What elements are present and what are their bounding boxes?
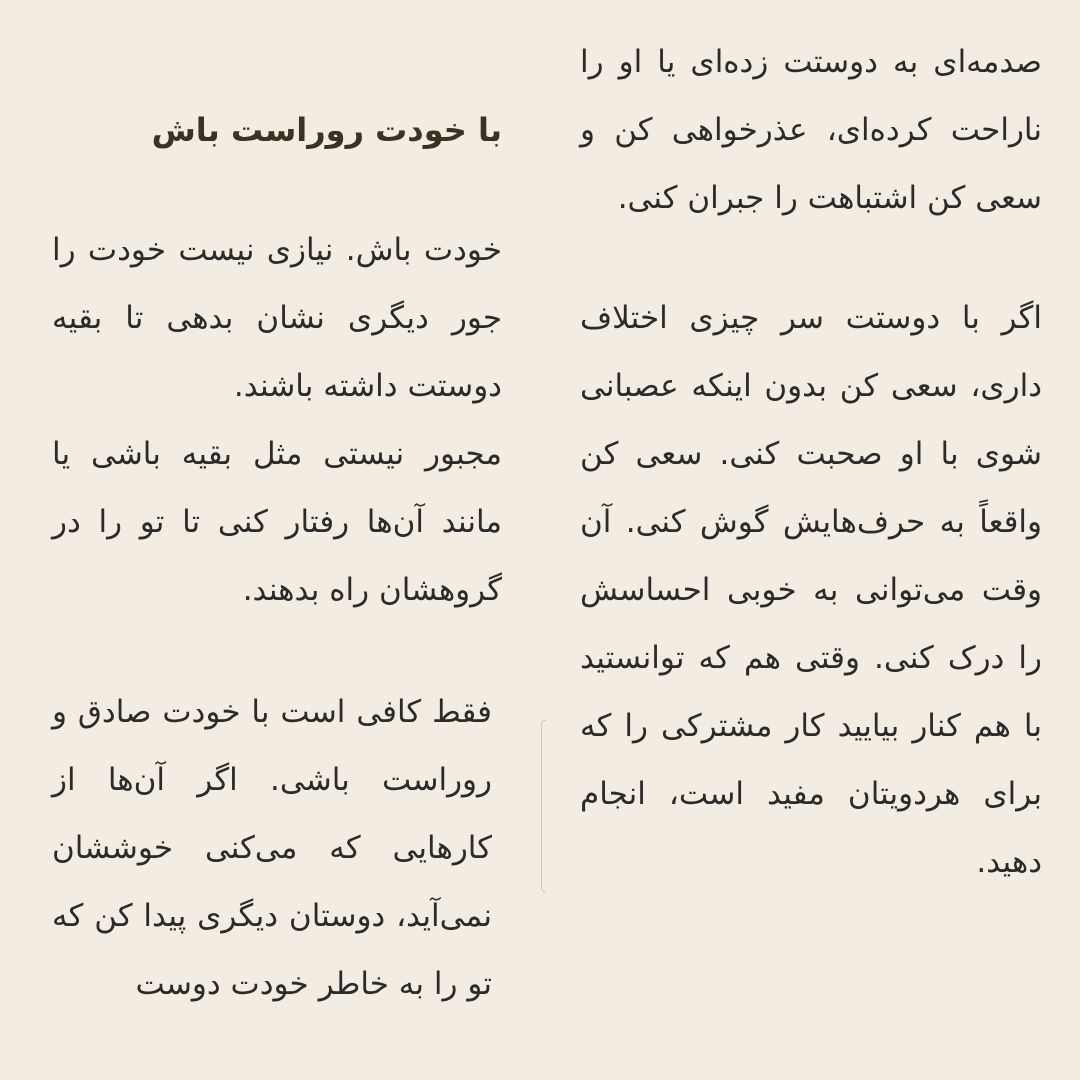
- paragraph-be-honest: فقط کافی است با خودت صادق و روراست باشی. اگر آن‌ها از کارهایی که می‌کنی خوششان نمی‌آید، دوستان دیگری پیدا کن که تو را به خاطر خودت دوست: [52, 694, 492, 1002]
- paragraph-disagreement: اگر با دوستت سر چیزی اختلاف داری، سعی کن بدون اینکه عصبانی شوی با او صحبت کنی. سعی کن واقعاً به حرف‌هایش گوش کنی. آن وقت می‌توانی به خوبی احساسش را درک کنی. وقتی هم که توانستید با هم کنار بیایید کار مشترکی را که برای هردویتان مفید است، انجام دهید.: [580, 300, 1042, 880]
- scroll-indicator[interactable]: [541, 720, 546, 892]
- section-heading: با خودت روراست باش: [151, 111, 502, 149]
- paragraph-apology: صدمه‌ای به دوستت زده‌ای یا او را ناراحت کرده‌ای، عذرخواهی کن و سعی کن اشتباهت را جبران کنی.: [580, 44, 1042, 216]
- right-text-column: [580, 28, 1042, 896]
- paragraph-no-need-to-conform: مجبور نیستی مثل بقیه باشی یا مانند آن‌ها رفتار کنی تا تو را در گروهشان راه بدهند.: [52, 436, 502, 608]
- paragraph-be-yourself: خودت باش. نیازی نیست خودت را جور دیگری نشان بدهی تا بقیه دوستت داشته باشند.: [52, 232, 502, 404]
- left-text-column: [52, 96, 502, 1018]
